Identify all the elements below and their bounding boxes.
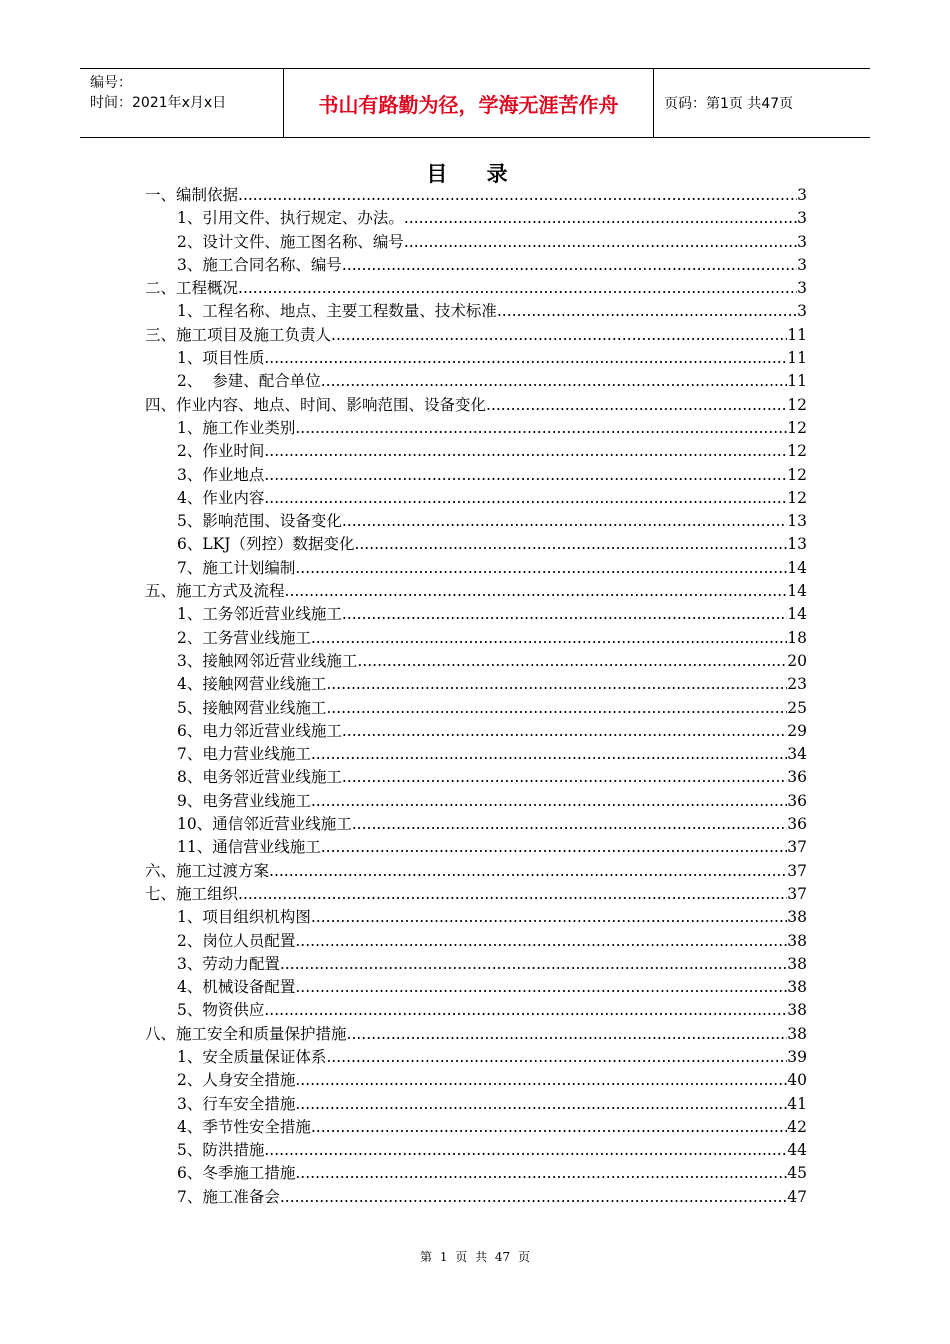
- document-time-label: 时间：2021年x月x日: [90, 95, 227, 111]
- toc-dot-leader: [342, 254, 797, 277]
- toc-dot-leader: [326, 697, 787, 720]
- toc-entry-label: 1、引用文件、执行规定、办法。: [177, 209, 404, 228]
- toc-dot-leader: [285, 580, 788, 603]
- toc-entry-label: 2、工务营业线施工: [177, 628, 311, 647]
- toc-entry[interactable]: [145, 999, 807, 1022]
- toc-entry[interactable]: [145, 394, 807, 417]
- toc-dot-leader: [295, 557, 787, 580]
- header-page-info: 页码：第1页 共47页: [664, 96, 794, 112]
- toc-dot-leader: [280, 1186, 787, 1209]
- toc-entry[interactable]: [145, 440, 807, 463]
- toc-entry-label: 七、施工组织: [145, 884, 239, 903]
- toc-entry[interactable]: [145, 883, 807, 906]
- toc-dot-leader: [264, 440, 787, 463]
- toc-entry-label: 六、施工过渡方案: [145, 861, 270, 880]
- toc-entry-page-number: 12: [787, 488, 807, 507]
- toc-entry-page-number: 13: [787, 535, 807, 554]
- toc-entry-page-number: 14: [787, 558, 807, 577]
- toc-entry[interactable]: [145, 1116, 807, 1139]
- toc-entry-page-number: 12: [787, 442, 807, 461]
- toc-entry[interactable]: [145, 510, 807, 533]
- toc-entry-page-number: 38: [787, 978, 807, 997]
- toc-dot-leader: [326, 673, 787, 696]
- toc-entry-label: 三、施工项目及施工负责人: [145, 325, 332, 344]
- toc-entry-page-number: 12: [787, 465, 807, 484]
- toc-entry-label: 7、施工计划编制: [177, 558, 296, 577]
- document-header: [80, 68, 870, 138]
- toc-entry[interactable]: [145, 860, 807, 883]
- toc-entry-label: 八、施工安全和质量保护措施: [145, 1024, 347, 1043]
- toc-dot-leader: [342, 720, 787, 743]
- toc-entry-label: 4、季节性安全措施: [177, 1117, 311, 1136]
- toc-dot-leader: [486, 394, 787, 417]
- header-meta-cell: [80, 69, 284, 137]
- toc-dot-leader: [238, 277, 797, 300]
- toc-entry-page-number: 40: [787, 1071, 807, 1090]
- toc-dot-leader: [238, 184, 797, 207]
- toc-entry-page-number: 3: [797, 232, 807, 251]
- table-of-contents: [145, 184, 807, 1209]
- toc-entry-label: 2、设计文件、施工图名称、编号: [177, 232, 404, 251]
- toc-entry[interactable]: [145, 277, 807, 300]
- toc-dot-leader: [295, 1069, 787, 1092]
- toc-entry-label: 3、接触网邻近营业线施工: [177, 651, 358, 670]
- toc-entry[interactable]: [145, 766, 807, 789]
- toc-dot-leader: [295, 1093, 787, 1116]
- toc-entry[interactable]: [145, 347, 807, 370]
- toc-entry[interactable]: [145, 557, 807, 580]
- toc-entry-page-number: 11: [787, 349, 807, 368]
- toc-entry-label: 7、电力营业线施工: [177, 745, 311, 764]
- toc-entry-page-number: 38: [787, 931, 807, 950]
- toc-entry-page-number: 3: [797, 209, 807, 228]
- toc-entry-label: 1、项目组织机构图: [177, 908, 311, 927]
- toc-entry[interactable]: [145, 231, 807, 254]
- toc-entry[interactable]: [145, 930, 807, 953]
- toc-entry-page-number: 44: [787, 1141, 807, 1160]
- toc-dot-leader: [311, 1116, 787, 1139]
- toc-entry-label: 7、施工准备会: [177, 1187, 280, 1206]
- toc-entry-label: 3、劳动力配置: [177, 954, 280, 973]
- toc-dot-leader: [264, 347, 787, 370]
- toc-entry-page-number: 3: [797, 186, 807, 204]
- toc-entry[interactable]: [145, 953, 807, 976]
- toc-entry-page-number: 14: [787, 605, 807, 624]
- toc-entry-label: 6、电力邻近营业线施工: [177, 721, 342, 740]
- toc-dot-leader: [321, 836, 788, 859]
- toc-entry[interactable]: [145, 300, 807, 323]
- toc-entry-label: 4、机械设备配置: [177, 978, 296, 997]
- toc-dot-leader: [295, 930, 787, 953]
- document-number-label: 编号：: [90, 75, 132, 91]
- toc-entry-label: 5、物资供应: [177, 1001, 265, 1020]
- toc-dot-leader: [264, 487, 787, 510]
- toc-entry[interactable]: [145, 1046, 807, 1069]
- toc-entry[interactable]: [145, 1186, 807, 1209]
- toc-entry-label: 6、LKJ（列控）数据变化: [177, 535, 355, 554]
- toc-dot-leader: [311, 906, 787, 929]
- toc-entry[interactable]: [145, 324, 807, 347]
- toc-entry-label: 5、防洪措施: [177, 1141, 265, 1160]
- toc-entry-page-number: 47: [787, 1187, 807, 1206]
- toc-entry-label: 9、电务营业线施工: [177, 791, 311, 810]
- toc-dot-leader: [342, 603, 787, 626]
- toc-dot-leader: [264, 999, 787, 1022]
- toc-entry[interactable]: [145, 487, 807, 510]
- toc-dot-leader: [404, 231, 797, 254]
- toc-dot-leader: [404, 207, 797, 230]
- toc-entry-label: 2、岗位人员配置: [177, 931, 296, 950]
- toc-entry[interactable]: [145, 533, 807, 556]
- toc-entry-label: 一、编制依据: [145, 186, 239, 204]
- toc-entry[interactable]: [145, 906, 807, 929]
- toc-entry-label: 1、项目性质: [177, 349, 265, 368]
- toc-entry-page-number: 38: [787, 1024, 807, 1043]
- toc-entry-page-number: 45: [787, 1164, 807, 1183]
- toc-entry[interactable]: [145, 697, 807, 720]
- toc-entry-label: 四、作业内容、地点、时间、影响范围、设备变化: [145, 395, 487, 414]
- toc-entry[interactable]: [145, 790, 807, 813]
- toc-entry-page-number: 38: [787, 954, 807, 973]
- toc-dot-leader: [497, 300, 797, 323]
- toc-entry-page-number: 37: [787, 884, 807, 903]
- toc-dot-leader: [347, 1023, 788, 1046]
- toc-entry[interactable]: [145, 976, 807, 999]
- toc-dot-leader: [269, 860, 787, 883]
- toc-entry[interactable]: [145, 1162, 807, 1185]
- toc-entry[interactable]: [145, 627, 807, 650]
- toc-dot-leader: [295, 417, 787, 440]
- toc-dot-leader: [264, 1139, 787, 1162]
- toc-entry[interactable]: [145, 720, 807, 743]
- toc-entry[interactable]: [145, 673, 807, 696]
- toc-entry-label: 2、 参建、配合单位: [177, 372, 321, 391]
- toc-entry-page-number: 37: [787, 861, 807, 880]
- toc-dot-leader: [264, 464, 787, 487]
- toc-dot-leader: [295, 1162, 787, 1185]
- toc-entry-label: 4、作业内容: [177, 488, 265, 507]
- toc-entry[interactable]: [145, 1139, 807, 1162]
- toc-entry-label: 3、作业地点: [177, 465, 265, 484]
- toc-entry[interactable]: [145, 603, 807, 626]
- toc-entry[interactable]: [145, 1093, 807, 1116]
- toc-entry[interactable]: [145, 580, 807, 603]
- toc-entry-page-number: 13: [787, 512, 807, 531]
- toc-entry[interactable]: [145, 1069, 807, 1092]
- toc-entry[interactable]: [145, 184, 807, 207]
- toc-entry-page-number: 3: [797, 255, 807, 274]
- toc-dot-leader: [321, 370, 788, 393]
- toc-dot-leader: [352, 813, 788, 836]
- toc-entry[interactable]: [145, 464, 807, 487]
- toc-entry-page-number: 42: [787, 1117, 807, 1136]
- toc-entry-label: 2、作业时间: [177, 442, 265, 461]
- toc-entry-page-number: 3: [797, 279, 807, 298]
- toc-entry-label: 11、通信营业线施工: [177, 838, 321, 857]
- toc-entry-page-number: 39: [787, 1047, 807, 1066]
- toc-entry-page-number: 23: [787, 675, 807, 694]
- toc-dot-leader: [342, 766, 787, 789]
- toc-entry-label: 1、安全质量保证体系: [177, 1047, 327, 1066]
- page-footer: 第 1 页 共 47 页: [420, 1250, 530, 1264]
- toc-entry-page-number: 25: [787, 698, 807, 717]
- toc-entry-label: 五、施工方式及流程: [145, 582, 285, 601]
- toc-entry[interactable]: [145, 650, 807, 673]
- toc-entry-page-number: 12: [787, 418, 807, 437]
- toc-entry-page-number: 29: [787, 721, 807, 740]
- toc-entry-label: 2、人身安全措施: [177, 1071, 296, 1090]
- toc-entry-page-number: 41: [787, 1094, 807, 1113]
- toc-entry-page-number: 18: [787, 628, 807, 647]
- toc-entry[interactable]: [145, 370, 807, 393]
- toc-entry-page-number: 38: [787, 908, 807, 927]
- toc-dot-leader: [311, 790, 787, 813]
- toc-entry-page-number: 11: [787, 325, 807, 344]
- toc-entry-page-number: 14: [787, 582, 807, 601]
- toc-dot-leader: [357, 650, 787, 673]
- toc-entry[interactable]: [145, 1023, 807, 1046]
- toc-entry-page-number: 34: [787, 745, 807, 764]
- toc-entry-page-number: 36: [787, 815, 807, 834]
- toc-entry-page-number: 38: [787, 1001, 807, 1020]
- toc-title: 目 录: [426, 161, 524, 186]
- toc-entry-label: 1、施工作业类别: [177, 418, 296, 437]
- toc-entry-label: 3、行车安全措施: [177, 1094, 296, 1113]
- toc-dot-leader: [238, 883, 787, 906]
- toc-entry-page-number: 11: [787, 372, 807, 391]
- toc-entry[interactable]: [145, 836, 807, 859]
- toc-entry-page-number: 12: [787, 395, 807, 414]
- toc-entry[interactable]: [145, 207, 807, 230]
- toc-dot-leader: [326, 1046, 787, 1069]
- toc-entry-page-number: 3: [797, 302, 807, 321]
- toc-dot-leader: [280, 953, 787, 976]
- toc-dot-leader: [342, 510, 787, 533]
- toc-entry-label: 5、影响范围、设备变化: [177, 512, 342, 531]
- toc-entry[interactable]: [145, 417, 807, 440]
- toc-entry[interactable]: [145, 743, 807, 766]
- toc-entry-page-number: 36: [787, 791, 807, 810]
- toc-dot-leader: [331, 324, 787, 347]
- toc-dot-leader: [311, 627, 787, 650]
- header-motto: 书山有路勤为径，学海无涯苦作舟: [284, 69, 654, 137]
- toc-entry-label: 1、工程名称、地点、主要工程数量、技术标准: [177, 302, 497, 321]
- toc-entry-label: 4、接触网营业线施工: [177, 675, 327, 694]
- toc-entry-label: 8、电务邻近营业线施工: [177, 768, 342, 787]
- toc-entry-label: 3、施工合同名称、编号: [177, 255, 342, 274]
- toc-entry[interactable]: [145, 254, 807, 277]
- toc-dot-leader: [354, 533, 787, 556]
- toc-entry-label: 1、工务邻近营业线施工: [177, 605, 342, 624]
- toc-entry-page-number: 20: [787, 651, 807, 670]
- toc-entry[interactable]: [145, 813, 807, 836]
- toc-entry-page-number: 37: [787, 838, 807, 857]
- toc-entry-label: 6、冬季施工措施: [177, 1164, 296, 1183]
- toc-dot-leader: [311, 743, 787, 766]
- toc-entry-page-number: 36: [787, 768, 807, 787]
- toc-entry-label: 10、通信邻近营业线施工: [177, 815, 352, 834]
- toc-dot-leader: [295, 976, 787, 999]
- toc-entry-label: 5、接触网营业线施工: [177, 698, 327, 717]
- toc-entry-label: 二、工程概况: [145, 279, 239, 298]
